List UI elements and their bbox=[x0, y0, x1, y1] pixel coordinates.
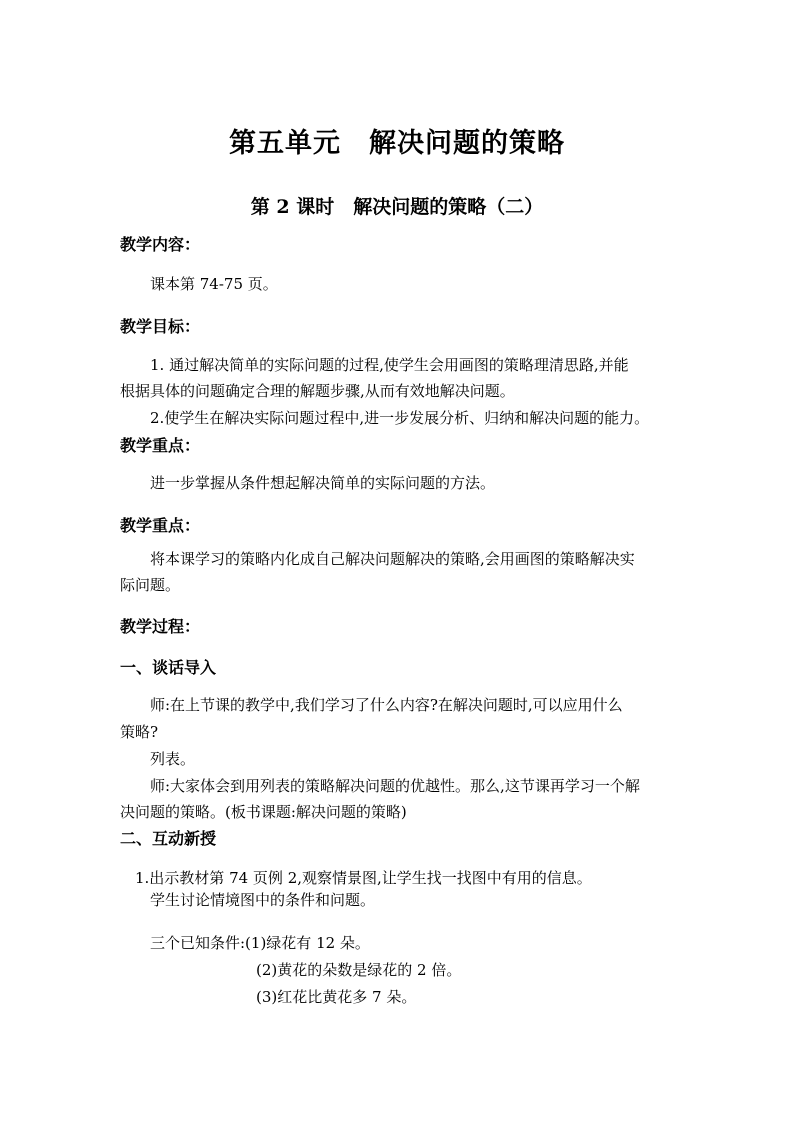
keypoint2-line2: 际问题。 bbox=[120, 576, 181, 594]
content-text: 课本第 74-75 页。 bbox=[150, 275, 278, 293]
step1-line1: 1.出示教材第 74 页例 2,观察情景图,让学生找一找图中有用的信息。 bbox=[135, 869, 592, 887]
part1-heading: 一、谈话导入 bbox=[120, 658, 217, 677]
goals-heading: 教学目标： bbox=[120, 317, 201, 336]
part1-p3-line2: 决问题的策略。(板书课题:解决问题的策略) bbox=[120, 803, 407, 821]
page-title: 第五单元 解决问题的策略 bbox=[229, 128, 565, 159]
keypoint2-heading: 教学重点： bbox=[120, 516, 201, 535]
part1-p1-line2: 策略? bbox=[120, 723, 159, 741]
keypoint2-line1: 将本课学习的策略内化成自己解决问题解决的策略,会用画图的策略解决实 bbox=[150, 550, 635, 568]
part1-p2: 列表。 bbox=[150, 750, 196, 768]
content-heading: 教学内容： bbox=[120, 235, 201, 254]
conditions-line1: 三个已知条件:(1)绿花有 12 朵。 bbox=[150, 934, 370, 952]
condition2: (2)黄花的朵数是绿花的 2 倍。 bbox=[256, 961, 462, 979]
lesson-subtitle: 第 2 课时 解决问题的策略（二） bbox=[250, 196, 544, 218]
goal1-line2: 根据具体的问题确定合理的解题步骤,从而有效地解决问题。 bbox=[120, 382, 515, 400]
goal2: 2.使学生在解决实际问题过程中,进一步发展分析、归纳和解决问题的能力。 bbox=[150, 409, 650, 427]
goal1-line1: 1. 通过解决简单的实际问题的过程,使学生会用画图的策略理清思路,并能 bbox=[150, 356, 629, 374]
condition3: (3)红花比黄花多 7 朵。 bbox=[256, 988, 417, 1006]
keypoint-text: 进一步掌握从条件想起解决简单的实际问题的方法。 bbox=[150, 474, 496, 492]
process-heading: 教学过程： bbox=[120, 617, 201, 636]
part1-p3-line1: 师:大家体会到用列表的策略解决问题的优越性。那么,这节课再学习一个解 bbox=[150, 777, 640, 795]
part2-heading: 二、互动新授 bbox=[120, 829, 217, 848]
keypoint-heading: 教学重点： bbox=[120, 436, 201, 455]
step1-line2: 学生讨论情境图中的条件和问题。 bbox=[150, 891, 376, 909]
part1-p1-line1: 师:在上节课的教学中,我们学习了什么内容?在解决问题时,可以应用什么 bbox=[150, 696, 623, 714]
